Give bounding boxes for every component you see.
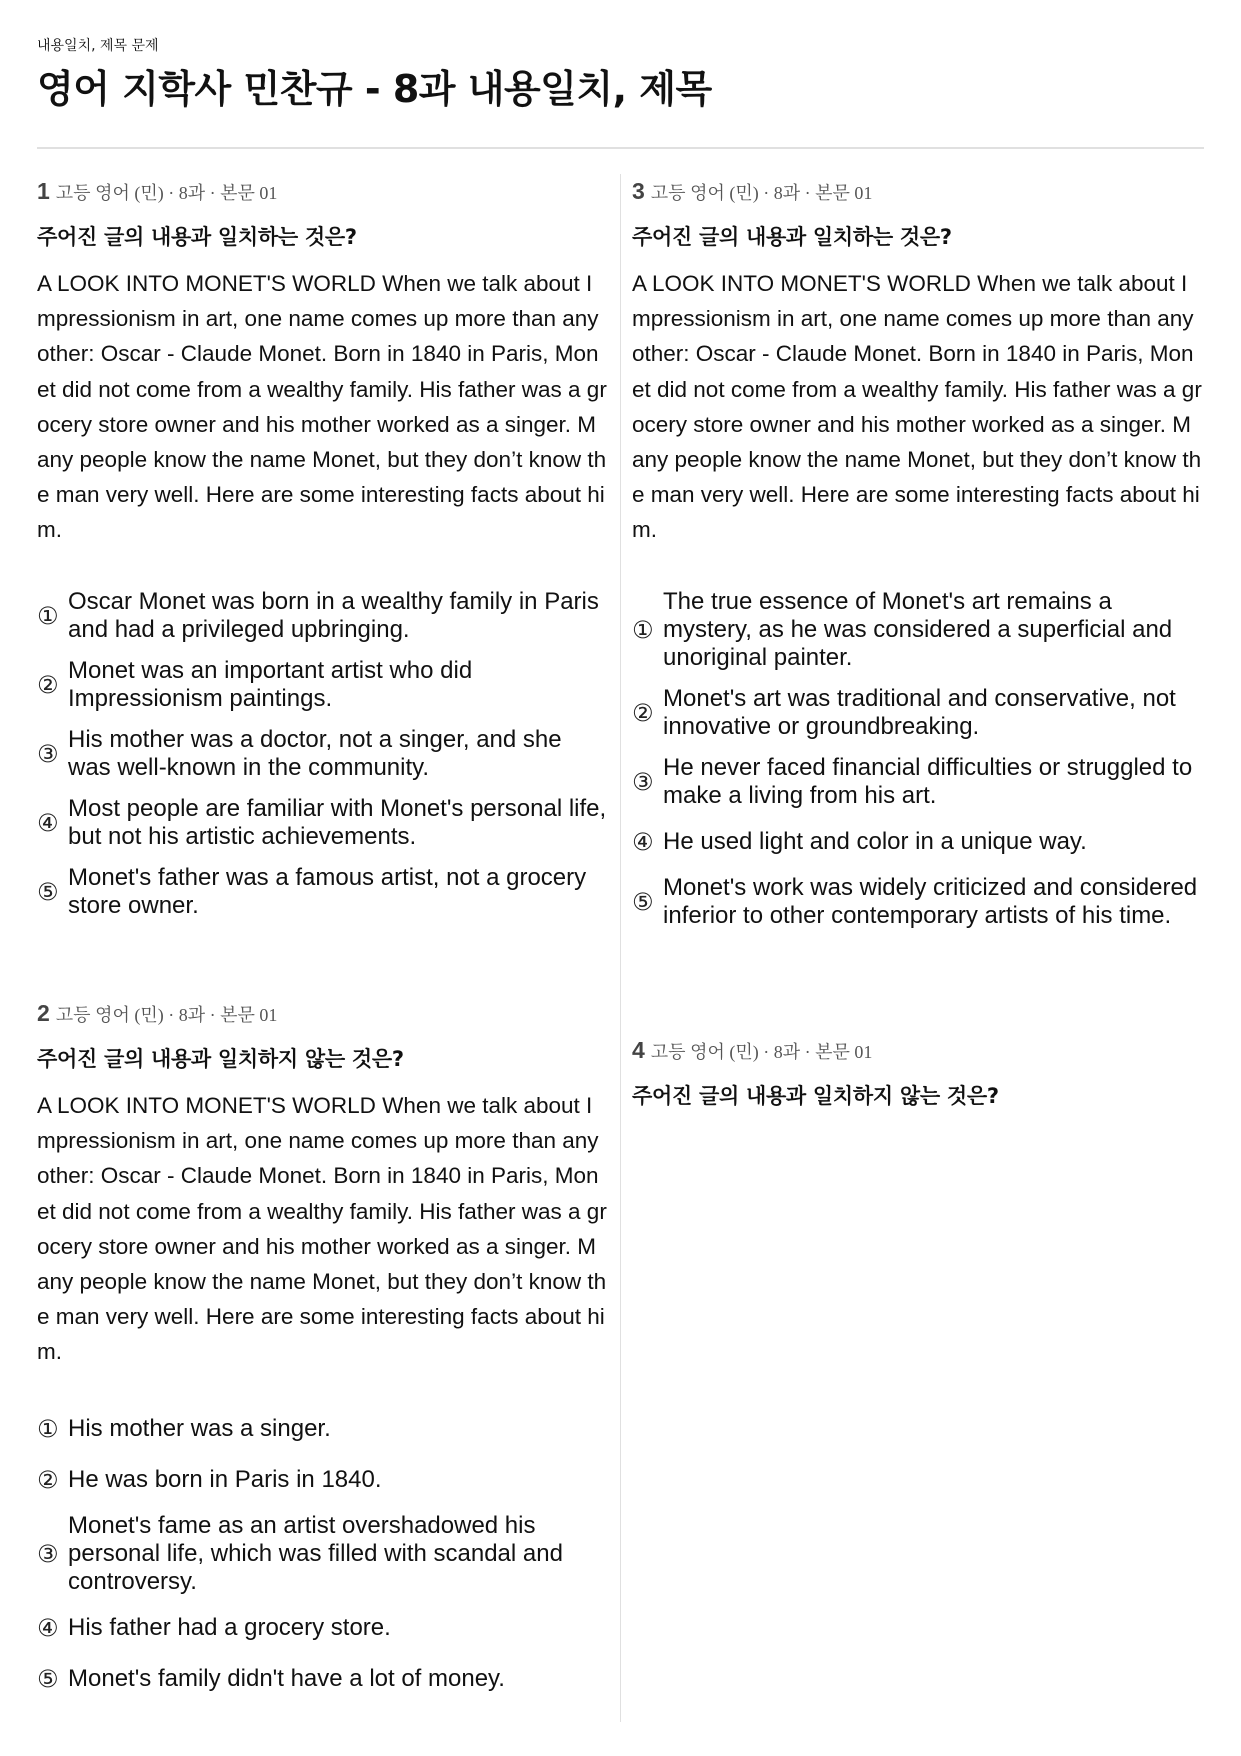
option-number: ⑤ — [37, 1664, 59, 1693]
question-meta — [632, 178, 1202, 208]
answer-option[interactable] — [37, 1660, 607, 1698]
option-text: His mother was a doctor, not a singer, and she was well-known in the community. — [68, 725, 562, 781]
question-4 — [632, 1037, 1202, 1111]
header-label: 내용일치, 제목 문제 — [37, 38, 159, 54]
option-number: ① — [37, 1414, 59, 1443]
answer-option[interactable] — [37, 1461, 607, 1499]
option-number: ① — [632, 615, 654, 644]
option-number: ② — [37, 1465, 59, 1494]
option-number: ① — [37, 601, 59, 630]
question-meta — [37, 1000, 607, 1030]
question-number: 1 — [37, 178, 50, 204]
option-text: His father had a grocery store. — [68, 1613, 391, 1641]
option-text: Monet's family didn't have a lot of money. — [68, 1664, 505, 1692]
question-number: 4 — [632, 1037, 645, 1063]
question-prompt: 주어진 글의 내용과 일치하지 않는 것은? — [632, 1084, 999, 1108]
option-text: Monet's fame as an artist overshadowed his personal life, which was filled with scandal and controversy. — [68, 1511, 563, 1595]
option-number: ② — [37, 670, 59, 699]
question-3 — [632, 178, 1202, 943]
question-1 — [37, 178, 607, 933]
question-prompt: 주어진 글의 내용과 일치하는 것은? — [632, 225, 952, 249]
option-text: Monet's work was widely criticized and considered inferior to other contemporary artists of his time. — [663, 873, 1198, 929]
option-number: ④ — [37, 808, 59, 837]
answer-option[interactable] — [632, 874, 1202, 930]
answer-option[interactable] — [37, 864, 607, 920]
answer-option[interactable] — [37, 795, 607, 851]
question-source: 고등 영어 (민) · 8과 · 본문 01 — [55, 183, 278, 203]
question-source: 고등 영어 (민) · 8과 · 본문 01 — [55, 1005, 278, 1025]
answer-option[interactable] — [632, 823, 1202, 861]
option-text: His mother was a singer. — [68, 1414, 331, 1442]
option-number: ⑤ — [632, 887, 654, 916]
answer-option[interactable] — [37, 1410, 607, 1448]
question-passage: A LOOK INTO MONET'S WORLD When we talk about Impressionism in art, one name comes up more than any other: Oscar - Claude Monet. Born in 1840 in Paris, Monet did not come from a wealthy family. His father was a grocery store owner and his mother worked as a singer. Many people know the name Monet, but they don’t know the man very well. Here are some interesting facts about him. — [632, 271, 1202, 543]
question-prompt: 주어진 글의 내용과 일치하지 않는 것은? — [37, 1047, 404, 1071]
option-number: ④ — [37, 1613, 59, 1642]
option-text: The true essence of Monet's art remains a mystery, as he was considered a superficial and unoriginal painter. — [663, 587, 1173, 671]
question-number: 3 — [632, 178, 645, 204]
option-text: Monet's art was traditional and conservative, not innovative or groundbreaking. — [663, 684, 1176, 740]
option-number: ⑤ — [37, 877, 59, 906]
question-passage: A LOOK INTO MONET'S WORLD When we talk about Impressionism in art, one name comes up more than any other: Oscar - Claude Monet. Born in 1840 in Paris, Monet did not come from a wealthy family. His father was a grocery store owner and his mother worked as a singer. Many people know the name Monet, but they don’t know the man very well. Here are some interesting facts about him. — [37, 1093, 607, 1365]
question-2 — [37, 1000, 607, 1711]
answer-option[interactable] — [632, 754, 1202, 810]
option-text: He used light and color in a unique way. — [663, 827, 1087, 855]
question-prompt: 주어진 글의 내용과 일치하는 것은? — [37, 225, 357, 249]
column-divider — [620, 174, 621, 1722]
question-passage: A LOOK INTO MONET'S WORLD When we talk about Impressionism in art, one name comes up more than any other: Oscar - Claude Monet. Born in 1840 in Paris, Monet did not come from a wealthy family. His father was a grocery store owner and his mother worked as a singer. Many people know the name Monet, but they don’t know the man very well. Here are some interesting facts about him. — [37, 271, 607, 543]
option-number: ② — [632, 698, 654, 727]
option-number: ③ — [37, 739, 59, 768]
option-text: Monet's father was a famous artist, not a grocery store owner. — [68, 863, 587, 919]
option-text: He was born in Paris in 1840. — [68, 1465, 382, 1493]
option-number: ④ — [632, 827, 654, 856]
answer-option[interactable] — [37, 1609, 607, 1647]
question-number: 2 — [37, 1000, 50, 1026]
answer-option[interactable] — [37, 657, 607, 713]
answer-options — [632, 588, 1202, 930]
option-text: He never faced financial difficulties or struggled to make a living from his art. — [663, 753, 1193, 809]
option-number: ③ — [632, 767, 654, 796]
answer-option[interactable] — [37, 1512, 607, 1596]
option-text: Monet was an important artist who did Impressionism paintings. — [68, 656, 473, 712]
page-title: 영어 지학사 민찬규 - 8과 내용일치, 제목 — [37, 67, 712, 111]
question-meta — [37, 178, 607, 208]
option-text: Most people are familiar with Monet's personal life, but not his artistic achievements. — [68, 794, 607, 850]
option-text: Oscar Monet was born in a wealthy family in Paris and had a privileged upbringing. — [68, 587, 599, 643]
answer-option[interactable] — [632, 588, 1202, 672]
question-source: 고등 영어 (민) · 8과 · 본문 01 — [650, 183, 873, 203]
answer-options — [37, 588, 607, 920]
question-meta — [632, 1037, 1202, 1067]
question-source: 고등 영어 (민) · 8과 · 본문 01 — [650, 1042, 873, 1062]
option-number: ③ — [37, 1539, 59, 1568]
answer-options — [37, 1410, 607, 1698]
answer-option[interactable] — [37, 588, 607, 644]
answer-option[interactable] — [37, 726, 607, 782]
header-divider — [37, 147, 1204, 149]
page-header — [37, 36, 1204, 114]
answer-option[interactable] — [632, 685, 1202, 741]
